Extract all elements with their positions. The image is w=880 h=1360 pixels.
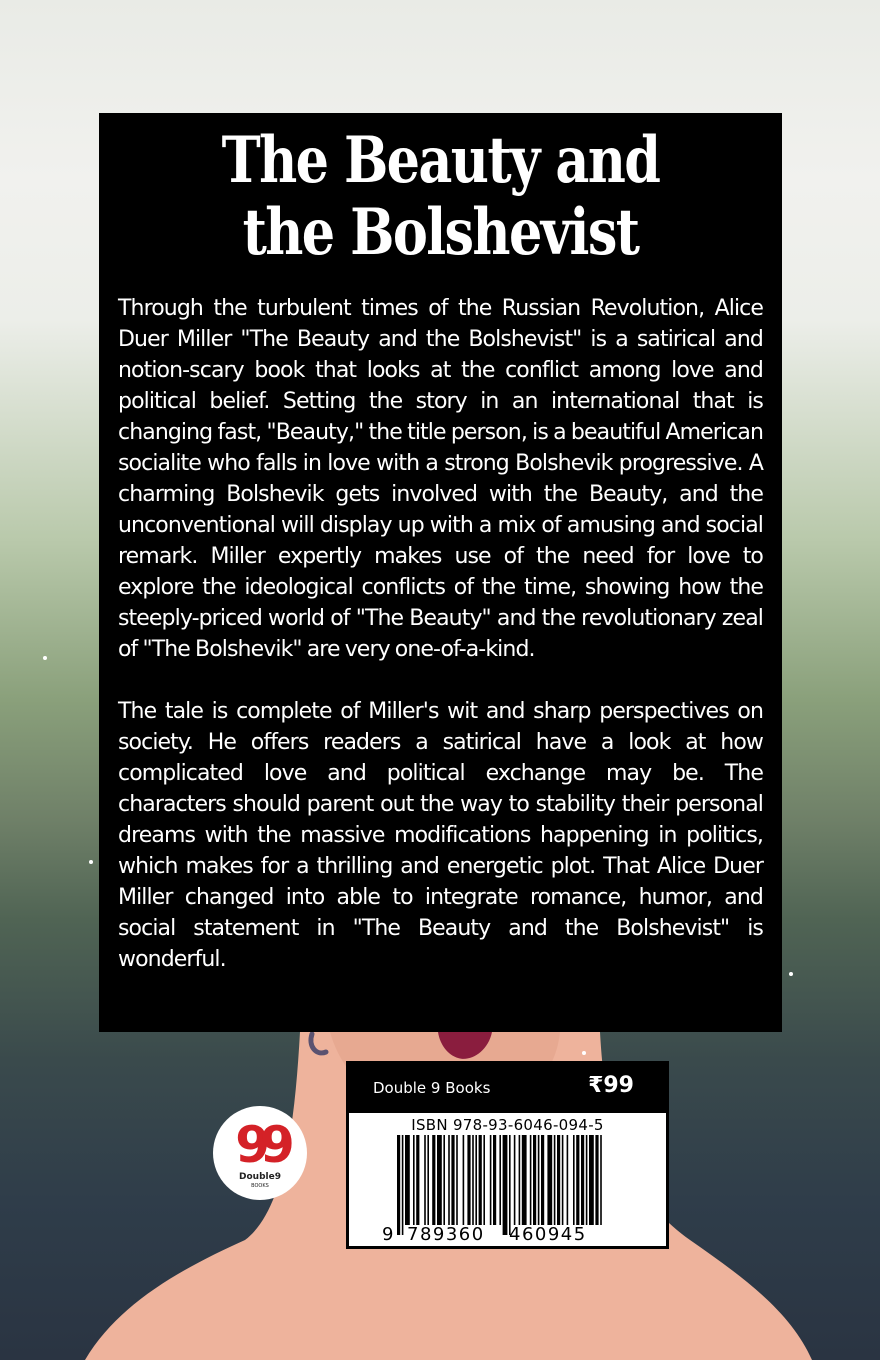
barcode-bar (557, 1135, 560, 1225)
barcode-bar (586, 1135, 588, 1225)
sparkle-star (789, 972, 793, 976)
barcode-bar (538, 1135, 540, 1225)
barcode-bar (490, 1135, 492, 1225)
barcode-digits (349, 1224, 666, 1246)
book-title-line-2: the Bolshevist (242, 195, 639, 270)
barcode-bar (413, 1135, 415, 1225)
barcode-bar (541, 1135, 544, 1225)
barcode-bar (595, 1135, 598, 1225)
barcode-bar (397, 1135, 400, 1235)
barcode-bar (581, 1135, 584, 1225)
barcode-bar (443, 1135, 445, 1225)
book-title (176, 125, 705, 269)
barcode-bar (533, 1135, 536, 1225)
isbn-text: ISBN 978-93-6046-094-5 (411, 1116, 604, 1134)
barcode-bar (600, 1135, 602, 1225)
barcode-bar (530, 1135, 532, 1225)
barcode-bar (589, 1135, 594, 1225)
barcode-label (349, 1113, 666, 1246)
barcode-digit-prefix: 9 (382, 1224, 394, 1245)
synopsis-paragraph-2: The tale is complete of Miller's wit and sharp perspectives on society. He offers readers a satirical have a look at how complicated love and political exchange may be. The characters should parent out the way to stability their personal dreams with the massive modifications happening in politics, which makes for a thrilling and energetic plot. That Alice Duer Miller changed into able to integrate romance, humor, and social statement in "The Beauty and the Bolshevist" is wonderful. (118, 699, 763, 972)
barcode-bar (463, 1135, 465, 1225)
publisher-logo (213, 1106, 307, 1200)
barcode-publisher-name: Double 9 Books (373, 1079, 491, 1097)
barcode-digits-left: 789360 (407, 1224, 485, 1245)
barcode-bar (554, 1135, 556, 1225)
sparkle-star (89, 860, 93, 864)
synopsis-panel (99, 113, 782, 1032)
barcode-bar (467, 1135, 470, 1225)
barcode-bar (499, 1135, 501, 1225)
barcode-bar (402, 1135, 404, 1235)
synopsis-paragraph-1: Through the turbulent times of the Russian Revolution, Alice Duer Miller "The Beauty and the Bolshevist" is a satirical and notion-scary book that looks at the conflict among love and political belief. Setting the story in an international that is changing fast, "Beauty," the title person, is a beautiful American socialite who falls in love with a strong Bolshevik progressive. A charming Bolshevik gets involved with the Beauty, and the unconventional will display up with a mix of amusing and social remark. Miller expertly makes use of the need for love to explore the ideological conflicts of the time, showing how the steeply-priced world of "The Beauty" and the revolutionary zeal of "The Bolshevik" are very one-of-a-kind. (118, 296, 763, 662)
barcode-bar (451, 1135, 454, 1225)
barcode-bar (424, 1135, 426, 1225)
price-label: ₹99 (588, 1073, 634, 1098)
barcode-bar (562, 1135, 564, 1225)
barcode-bar (547, 1135, 552, 1225)
barcode-bar (432, 1135, 435, 1225)
barcode-bar (472, 1135, 474, 1225)
barcode-bar (483, 1135, 485, 1225)
barcode-block (346, 1061, 669, 1249)
sparkle-star (43, 656, 47, 660)
barcode-bar (405, 1135, 410, 1225)
publisher-logo-sub: BOOKS (251, 1183, 269, 1189)
barcode-bar (479, 1135, 482, 1225)
barcode-bar (475, 1135, 477, 1225)
barcode-bar (448, 1135, 450, 1225)
sparkle-star (582, 1051, 586, 1055)
barcode-bar (576, 1135, 579, 1225)
barcode-bar (519, 1135, 521, 1225)
book-title-line-1: The Beauty and (221, 123, 660, 198)
barcode-bar (416, 1135, 419, 1225)
barcode-bar (427, 1135, 429, 1225)
barcode-bar (437, 1135, 442, 1225)
barcode-bar (514, 1135, 516, 1225)
barcode-bar (493, 1135, 496, 1225)
publisher-logo-name: Double9 (239, 1172, 281, 1182)
barcode-bar (567, 1135, 569, 1225)
barcode-bar (456, 1135, 458, 1225)
barcode-bar (522, 1135, 527, 1225)
publisher-logo-mark: 99 (235, 1116, 285, 1174)
barcode-bar (573, 1135, 575, 1225)
barcode-bar (509, 1135, 511, 1235)
barcode-digits-right: 460945 (509, 1224, 587, 1245)
barcode-bar (503, 1135, 508, 1235)
